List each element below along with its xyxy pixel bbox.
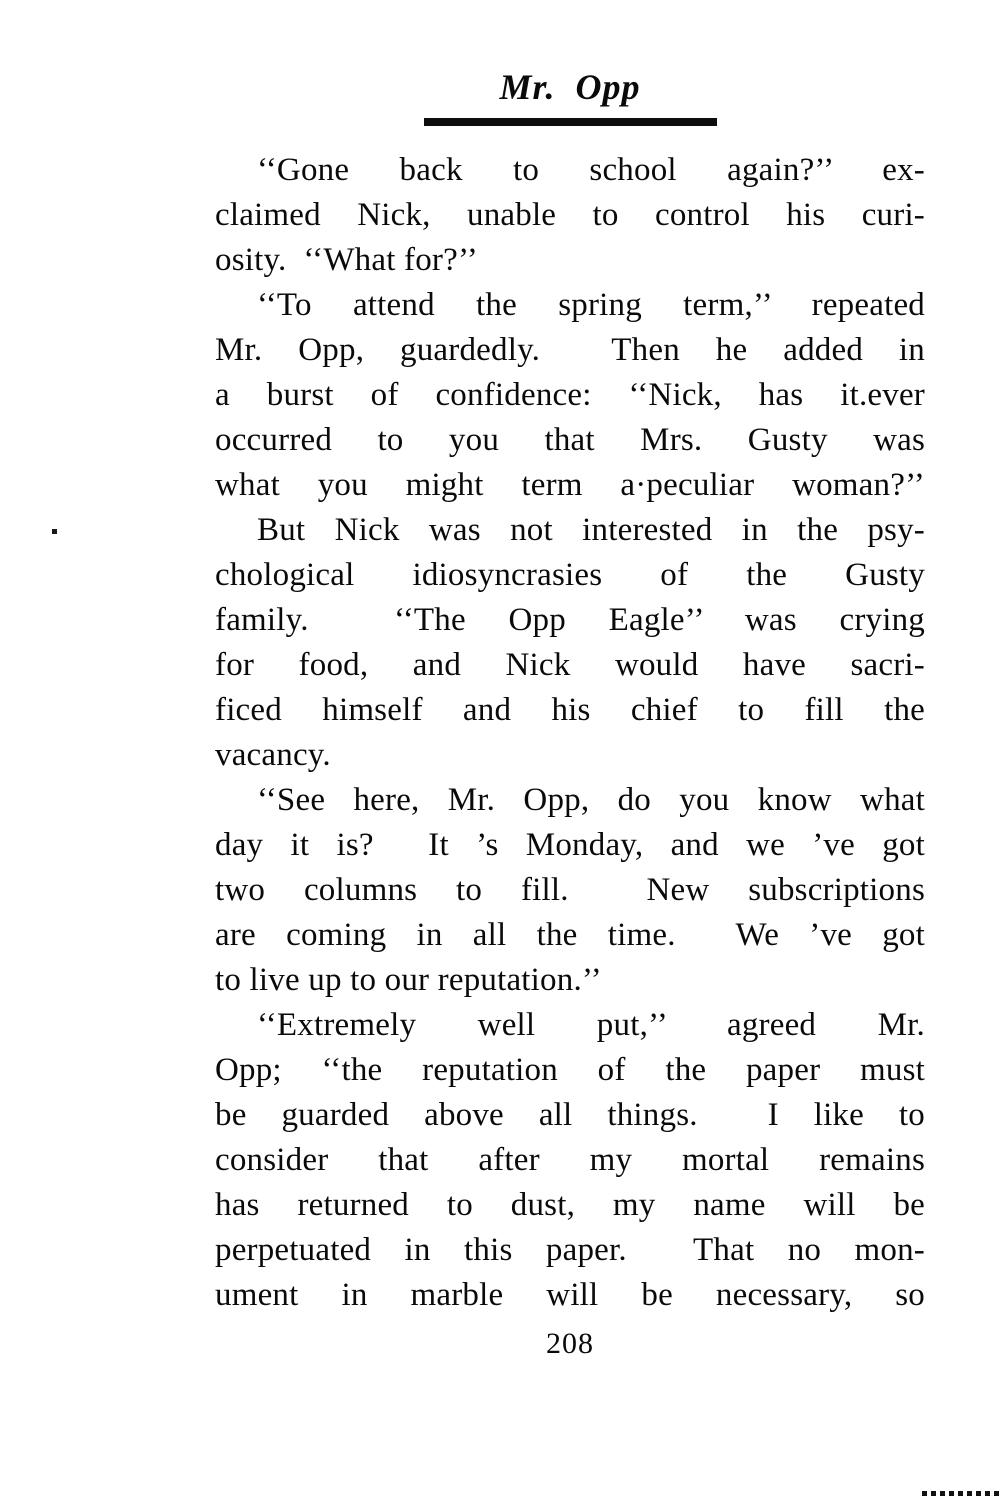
text-line: But Nick was not interested in the psy- <box>257 512 925 548</box>
paragraph <box>215 778 925 1003</box>
text-line: what you might term a·peculiar woman?’’ <box>215 467 925 503</box>
book-page <box>215 0 925 1361</box>
paragraph <box>215 1003 925 1318</box>
text-line: ‘‘See here, Mr. Opp, do you know what <box>257 782 925 818</box>
text-line: family. ‘‘The Opp Eagle’’ was crying <box>215 602 925 638</box>
text-block <box>215 148 925 1318</box>
text-line: Mr. Opp, guardedly. Then he added in <box>215 332 925 368</box>
text-line: for food, and Nick would have sacri- <box>215 647 925 683</box>
header-rule <box>424 118 717 126</box>
text-line: perpetuated in this paper. That no mon- <box>215 1232 925 1268</box>
text-line: day it is? It ’s Monday, and we ’ve got <box>215 827 925 863</box>
text-line: a burst of confidence: ‘‘Nick, has it.ever <box>215 377 925 413</box>
text-line: vacancy. <box>215 737 331 773</box>
text-line: two columns to fill. New subscriptions <box>215 872 925 908</box>
margin-speck-artifact <box>52 529 57 534</box>
page-number: 208 <box>546 1327 594 1360</box>
text-line: chological idiosyncrasies of the Gusty <box>215 557 925 593</box>
text-line: ficed himself and his chief to fill the <box>215 692 925 728</box>
text-line: claimed Nick, unable to control his curi- <box>215 197 925 233</box>
text-line: consider that after my mortal remains <box>215 1142 925 1178</box>
text-line: to live up to our reputation.’’ <box>215 962 602 998</box>
text-line: ‘‘Gone back to school again?’’ ex- <box>257 152 925 188</box>
text-line: are coming in all the time. We ’ve got <box>215 917 925 953</box>
text-line: Opp; ‘‘the reputation of the paper must <box>215 1052 925 1088</box>
text-line: be guarded above all things. I like to <box>215 1097 925 1133</box>
text-line: ‘‘To attend the spring term,’’ repeated <box>257 287 925 323</box>
text-line: ‘‘Extremely well put,’’ agreed Mr. <box>257 1007 925 1043</box>
scan-edge-dashes-artifact <box>922 1491 1000 1496</box>
text-line: osity. ‘‘What for?’’ <box>215 242 478 278</box>
text-line: occurred to you that Mrs. Gusty was <box>215 422 925 458</box>
paragraph <box>215 508 925 778</box>
paragraph <box>215 283 925 508</box>
page-title: Mr. Opp <box>499 67 641 107</box>
paragraph <box>215 148 925 283</box>
text-line: ument in marble will be necessary, so <box>215 1277 925 1313</box>
text-line: has returned to dust, my name will be <box>215 1187 925 1223</box>
